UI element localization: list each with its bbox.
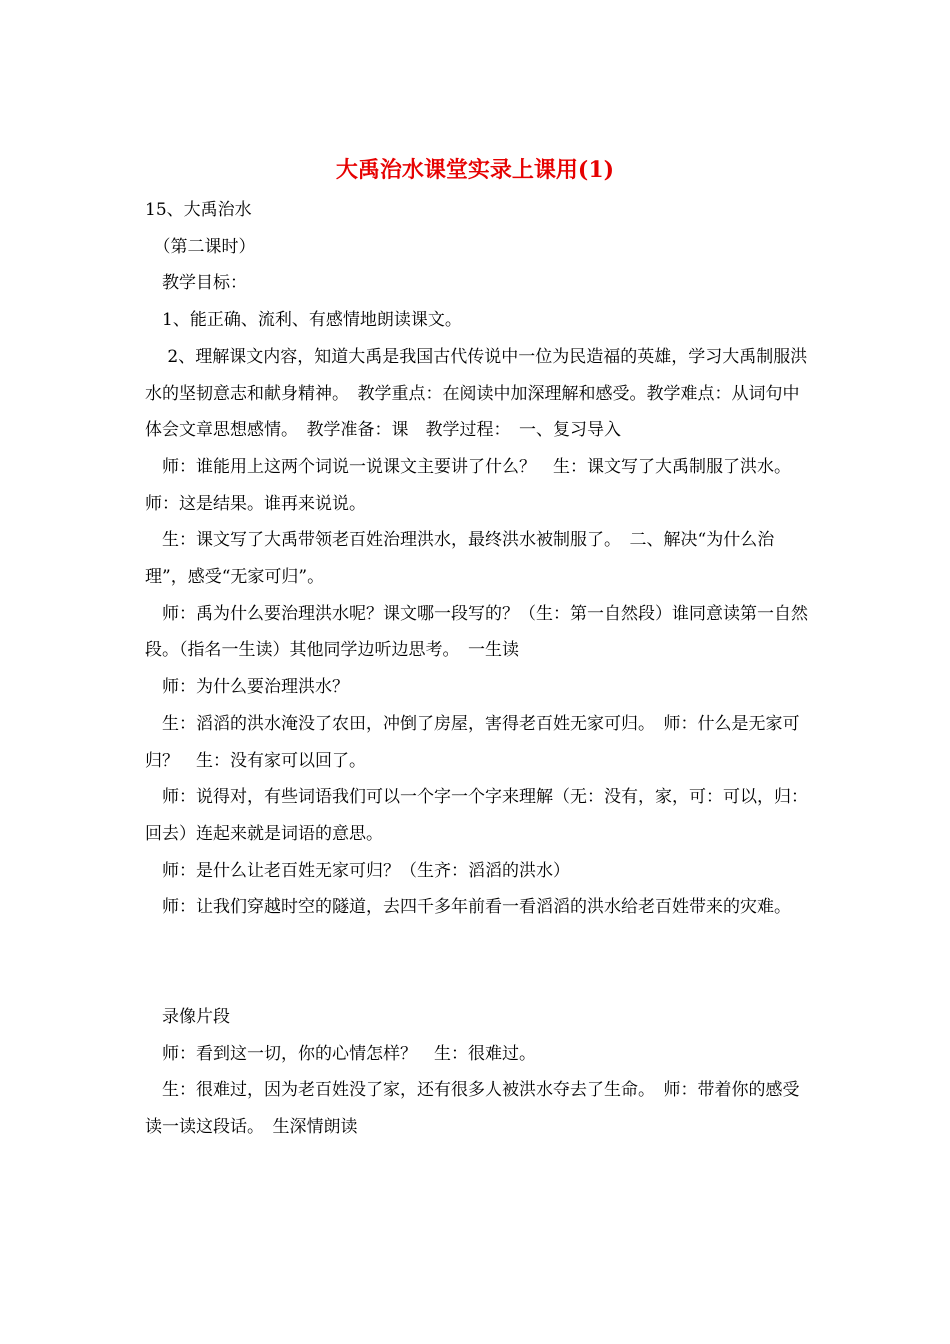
paragraph: 录像片段 [145,1007,230,1028]
document-title: 大禹治水课堂实录上课用(1) [335,157,615,183]
paragraph: 生：滔滔的洪水淹没了农田，冲倒了房屋，害得老百姓无家可归。 师：什么是无家可归？ 生：没有家可以回了。 [145,713,800,771]
paragraph: 2、理解课文内容，知道大禹是我国古代传说中一位为民造福的英雄，学习大禹制服洪水的坚韧意志和献身精神。 教学重点：在阅读中加深理解和感受。教学难点：从词句中体会文章思想感情。 教学准备：课 教学过程： 一、复习导入 [145,346,808,441]
paragraph: 1、能正确、流利、有感情地朗读课文。 [145,310,462,331]
paragraph: （第二课时） [145,236,256,257]
paragraph: 师：禹为什么要治理洪水呢？课文哪一段写的？（生：第一自然段）谁同意读第一自然段。（指名一生读）其他同学边听边思考。 一生读 [145,603,808,661]
paragraph: 师：为什么要治理洪水？ [145,677,349,698]
paragraph: 生：课文写了大禹带领老百姓治理洪水，最终洪水被制服了。 二、解决“为什么治理”，感受“无家可归”。 [145,530,775,588]
paragraph: 15、大禹治水 [145,200,252,220]
paragraph: 师：让我们穿越时空的隧道，去四千多年前看一看滔滔的洪水给老百姓带来的灾难。 [145,897,791,918]
paragraph: 师：是什么让老百姓无家可归？（生齐：滔滔的洪水） [145,860,570,881]
paragraph: 教学目标： [145,273,247,294]
paragraph: 师：说得对，有些词语我们可以一个字一个字来理解（无：没有，家，可：可以，归：回去）连起来就是词语的意思。 [145,787,808,844]
paragraph: 生：很难过，因为老百姓没了家，还有很多人被洪水夺去了生命。 师：带着你的感受读一读这段话。 生深情朗读 [145,1080,800,1138]
paragraph: 师：谁能用上这两个词说一说课文主要讲了什么？ 生：课文写了大禹制服了洪水。 师：这是结果。谁再来说说。 [145,456,800,514]
paragraph: 师：看到这一切，你的心情怎样？ 生：很难过。 [145,1043,536,1064]
document-body [145,192,810,1146]
blank-space [145,926,810,999]
